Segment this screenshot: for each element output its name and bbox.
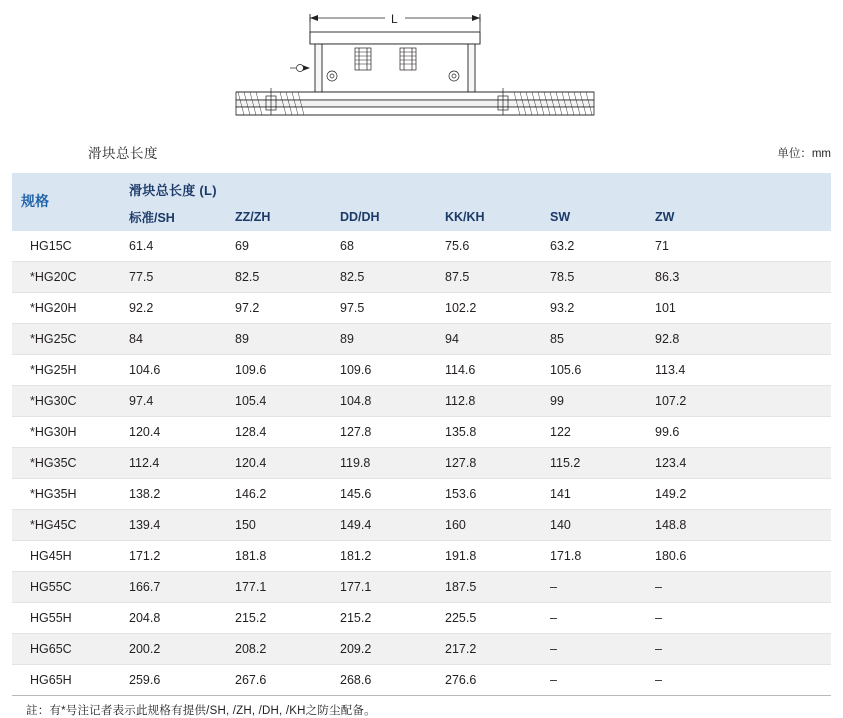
cell-value: – xyxy=(646,572,831,603)
cell-value: 78.5 xyxy=(541,262,646,293)
table-row xyxy=(12,603,831,634)
spec-table xyxy=(12,173,831,696)
cell-value: 140 xyxy=(541,510,646,541)
cell-value: 71 xyxy=(646,231,831,262)
cell-value: 135.8 xyxy=(436,417,541,448)
cell-value: 267.6 xyxy=(226,665,331,696)
table-row xyxy=(12,231,831,262)
cell-value: 94 xyxy=(436,324,541,355)
cell-value: – xyxy=(541,603,646,634)
cell-value: 85 xyxy=(541,324,646,355)
cell-value: 187.5 xyxy=(436,572,541,603)
cell-value: 127.8 xyxy=(436,448,541,479)
header-group-length: 滑块总长度 (L) xyxy=(120,173,831,202)
cell-value: 180.6 xyxy=(646,541,831,572)
table-row xyxy=(12,262,831,293)
cell-value: 92.8 xyxy=(646,324,831,355)
table-row xyxy=(12,386,831,417)
cell-model: *HG20C xyxy=(12,262,120,293)
cell-value: 112.8 xyxy=(436,386,541,417)
cell-model: HG15C xyxy=(12,231,120,262)
header-spec: 规格 xyxy=(12,173,120,231)
table-row xyxy=(12,417,831,448)
cell-value: 113.4 xyxy=(646,355,831,386)
table-row xyxy=(12,479,831,510)
cell-value: 87.5 xyxy=(436,262,541,293)
cell-value: 148.8 xyxy=(646,510,831,541)
cell-value: 69 xyxy=(226,231,331,262)
table-row xyxy=(12,355,831,386)
table-row xyxy=(12,665,831,696)
cell-value: 171.8 xyxy=(541,541,646,572)
cell-value: – xyxy=(646,634,831,665)
cell-value: 181.8 xyxy=(226,541,331,572)
table-caption: 滑块总长度 xyxy=(88,146,158,161)
cell-model: *HG20H xyxy=(12,293,120,324)
cell-value: 215.2 xyxy=(331,603,436,634)
cell-value: 68 xyxy=(331,231,436,262)
cell-value: 104.6 xyxy=(120,355,226,386)
cell-value: 127.8 xyxy=(331,417,436,448)
cell-value: 99 xyxy=(541,386,646,417)
cell-value: 84 xyxy=(120,324,226,355)
table-row xyxy=(12,572,831,603)
cell-value: 153.6 xyxy=(436,479,541,510)
cell-value: 122 xyxy=(541,417,646,448)
cell-value: 217.2 xyxy=(436,634,541,665)
cell-value: 209.2 xyxy=(331,634,436,665)
cell-value: – xyxy=(646,665,831,696)
cell-model: *HG25H xyxy=(12,355,120,386)
table-row xyxy=(12,324,831,355)
cell-value: 208.2 xyxy=(226,634,331,665)
cell-value: 268.6 xyxy=(331,665,436,696)
cell-model: *HG35H xyxy=(12,479,120,510)
cell-value: 150 xyxy=(226,510,331,541)
cell-value: – xyxy=(541,572,646,603)
cell-value: – xyxy=(646,603,831,634)
unit-label: 单位：mm xyxy=(777,148,831,160)
product-diagram xyxy=(0,0,843,140)
table-row xyxy=(12,510,831,541)
cell-value: 75.6 xyxy=(436,231,541,262)
cell-value: 89 xyxy=(226,324,331,355)
cell-value: 109.6 xyxy=(226,355,331,386)
cell-value: 141 xyxy=(541,479,646,510)
cell-value: 120.4 xyxy=(120,417,226,448)
cell-value: 104.8 xyxy=(331,386,436,417)
cell-value: 204.8 xyxy=(120,603,226,634)
cell-model: HG55C xyxy=(12,572,120,603)
cell-value: – xyxy=(541,634,646,665)
cell-value: 149.2 xyxy=(646,479,831,510)
cell-value: 92.2 xyxy=(120,293,226,324)
cell-value: 259.6 xyxy=(120,665,226,696)
header-col-0: 标准/SH xyxy=(120,202,226,231)
linear-guide-drawing xyxy=(222,2,622,140)
cell-value: 138.2 xyxy=(120,479,226,510)
cell-value: 160 xyxy=(436,510,541,541)
cell-model: *HG30H xyxy=(12,417,120,448)
cell-value: 128.4 xyxy=(226,417,331,448)
table-header-group-row xyxy=(12,173,831,202)
cell-value: 139.4 xyxy=(120,510,226,541)
cell-model: *HG45C xyxy=(12,510,120,541)
cell-value: 115.2 xyxy=(541,448,646,479)
cell-value: 61.4 xyxy=(120,231,226,262)
cell-value: 82.5 xyxy=(331,262,436,293)
cell-value: 77.5 xyxy=(120,262,226,293)
cell-value: 63.2 xyxy=(541,231,646,262)
cell-value: 191.8 xyxy=(436,541,541,572)
cell-model: *HG30C xyxy=(12,386,120,417)
cell-value: 105.6 xyxy=(541,355,646,386)
cell-value: 107.2 xyxy=(646,386,831,417)
header-col-2: DD/DH xyxy=(331,202,436,231)
cell-value: 166.7 xyxy=(120,572,226,603)
header-col-5: ZW xyxy=(646,202,831,231)
cell-value: 102.2 xyxy=(436,293,541,324)
cell-value: 97.2 xyxy=(226,293,331,324)
cell-value: 215.2 xyxy=(226,603,331,634)
cell-value: 99.6 xyxy=(646,417,831,448)
cell-value: 119.8 xyxy=(331,448,436,479)
cell-model: HG65H xyxy=(12,665,120,696)
table-row xyxy=(12,634,831,665)
table-row xyxy=(12,448,831,479)
cell-value: 177.1 xyxy=(331,572,436,603)
cell-value: 120.4 xyxy=(226,448,331,479)
cell-value: 86.3 xyxy=(646,262,831,293)
cell-value: 105.4 xyxy=(226,386,331,417)
cell-value: 93.2 xyxy=(541,293,646,324)
spec-table-wrapper xyxy=(12,173,831,718)
cell-model: HG65C xyxy=(12,634,120,665)
cell-value: 225.5 xyxy=(436,603,541,634)
table-header-sub-row xyxy=(12,202,831,231)
cell-value: 181.2 xyxy=(331,541,436,572)
cell-value: 171.2 xyxy=(120,541,226,572)
table-row xyxy=(12,541,831,572)
cell-value: 146.2 xyxy=(226,479,331,510)
cell-value: 123.4 xyxy=(646,448,831,479)
table-note: 註：有*号注记者表示此规格有提供/SH, /ZH, /DH, /KH之防尘配备。 xyxy=(26,705,376,717)
cell-value: 97.4 xyxy=(120,386,226,417)
cell-model: *HG35C xyxy=(12,448,120,479)
cell-value: 89 xyxy=(331,324,436,355)
header-col-4: SW xyxy=(541,202,646,231)
cell-value: 200.2 xyxy=(120,634,226,665)
cell-value: 112.4 xyxy=(120,448,226,479)
table-row xyxy=(12,293,831,324)
cell-value: 82.5 xyxy=(226,262,331,293)
cell-model: *HG25C xyxy=(12,324,120,355)
cell-value: 149.4 xyxy=(331,510,436,541)
cell-value: 177.1 xyxy=(226,572,331,603)
dimension-label-L: L xyxy=(391,12,398,26)
cell-model: HG45H xyxy=(12,541,120,572)
cell-value: – xyxy=(541,665,646,696)
cell-value: 97.5 xyxy=(331,293,436,324)
cell-value: 276.6 xyxy=(436,665,541,696)
cell-value: 145.6 xyxy=(331,479,436,510)
caption-row xyxy=(0,142,843,168)
header-col-3: KK/KH xyxy=(436,202,541,231)
cell-value: 101 xyxy=(646,293,831,324)
cell-value: 114.6 xyxy=(436,355,541,386)
cell-model: HG55H xyxy=(12,603,120,634)
cell-value: 109.6 xyxy=(331,355,436,386)
header-col-1: ZZ/ZH xyxy=(226,202,331,231)
